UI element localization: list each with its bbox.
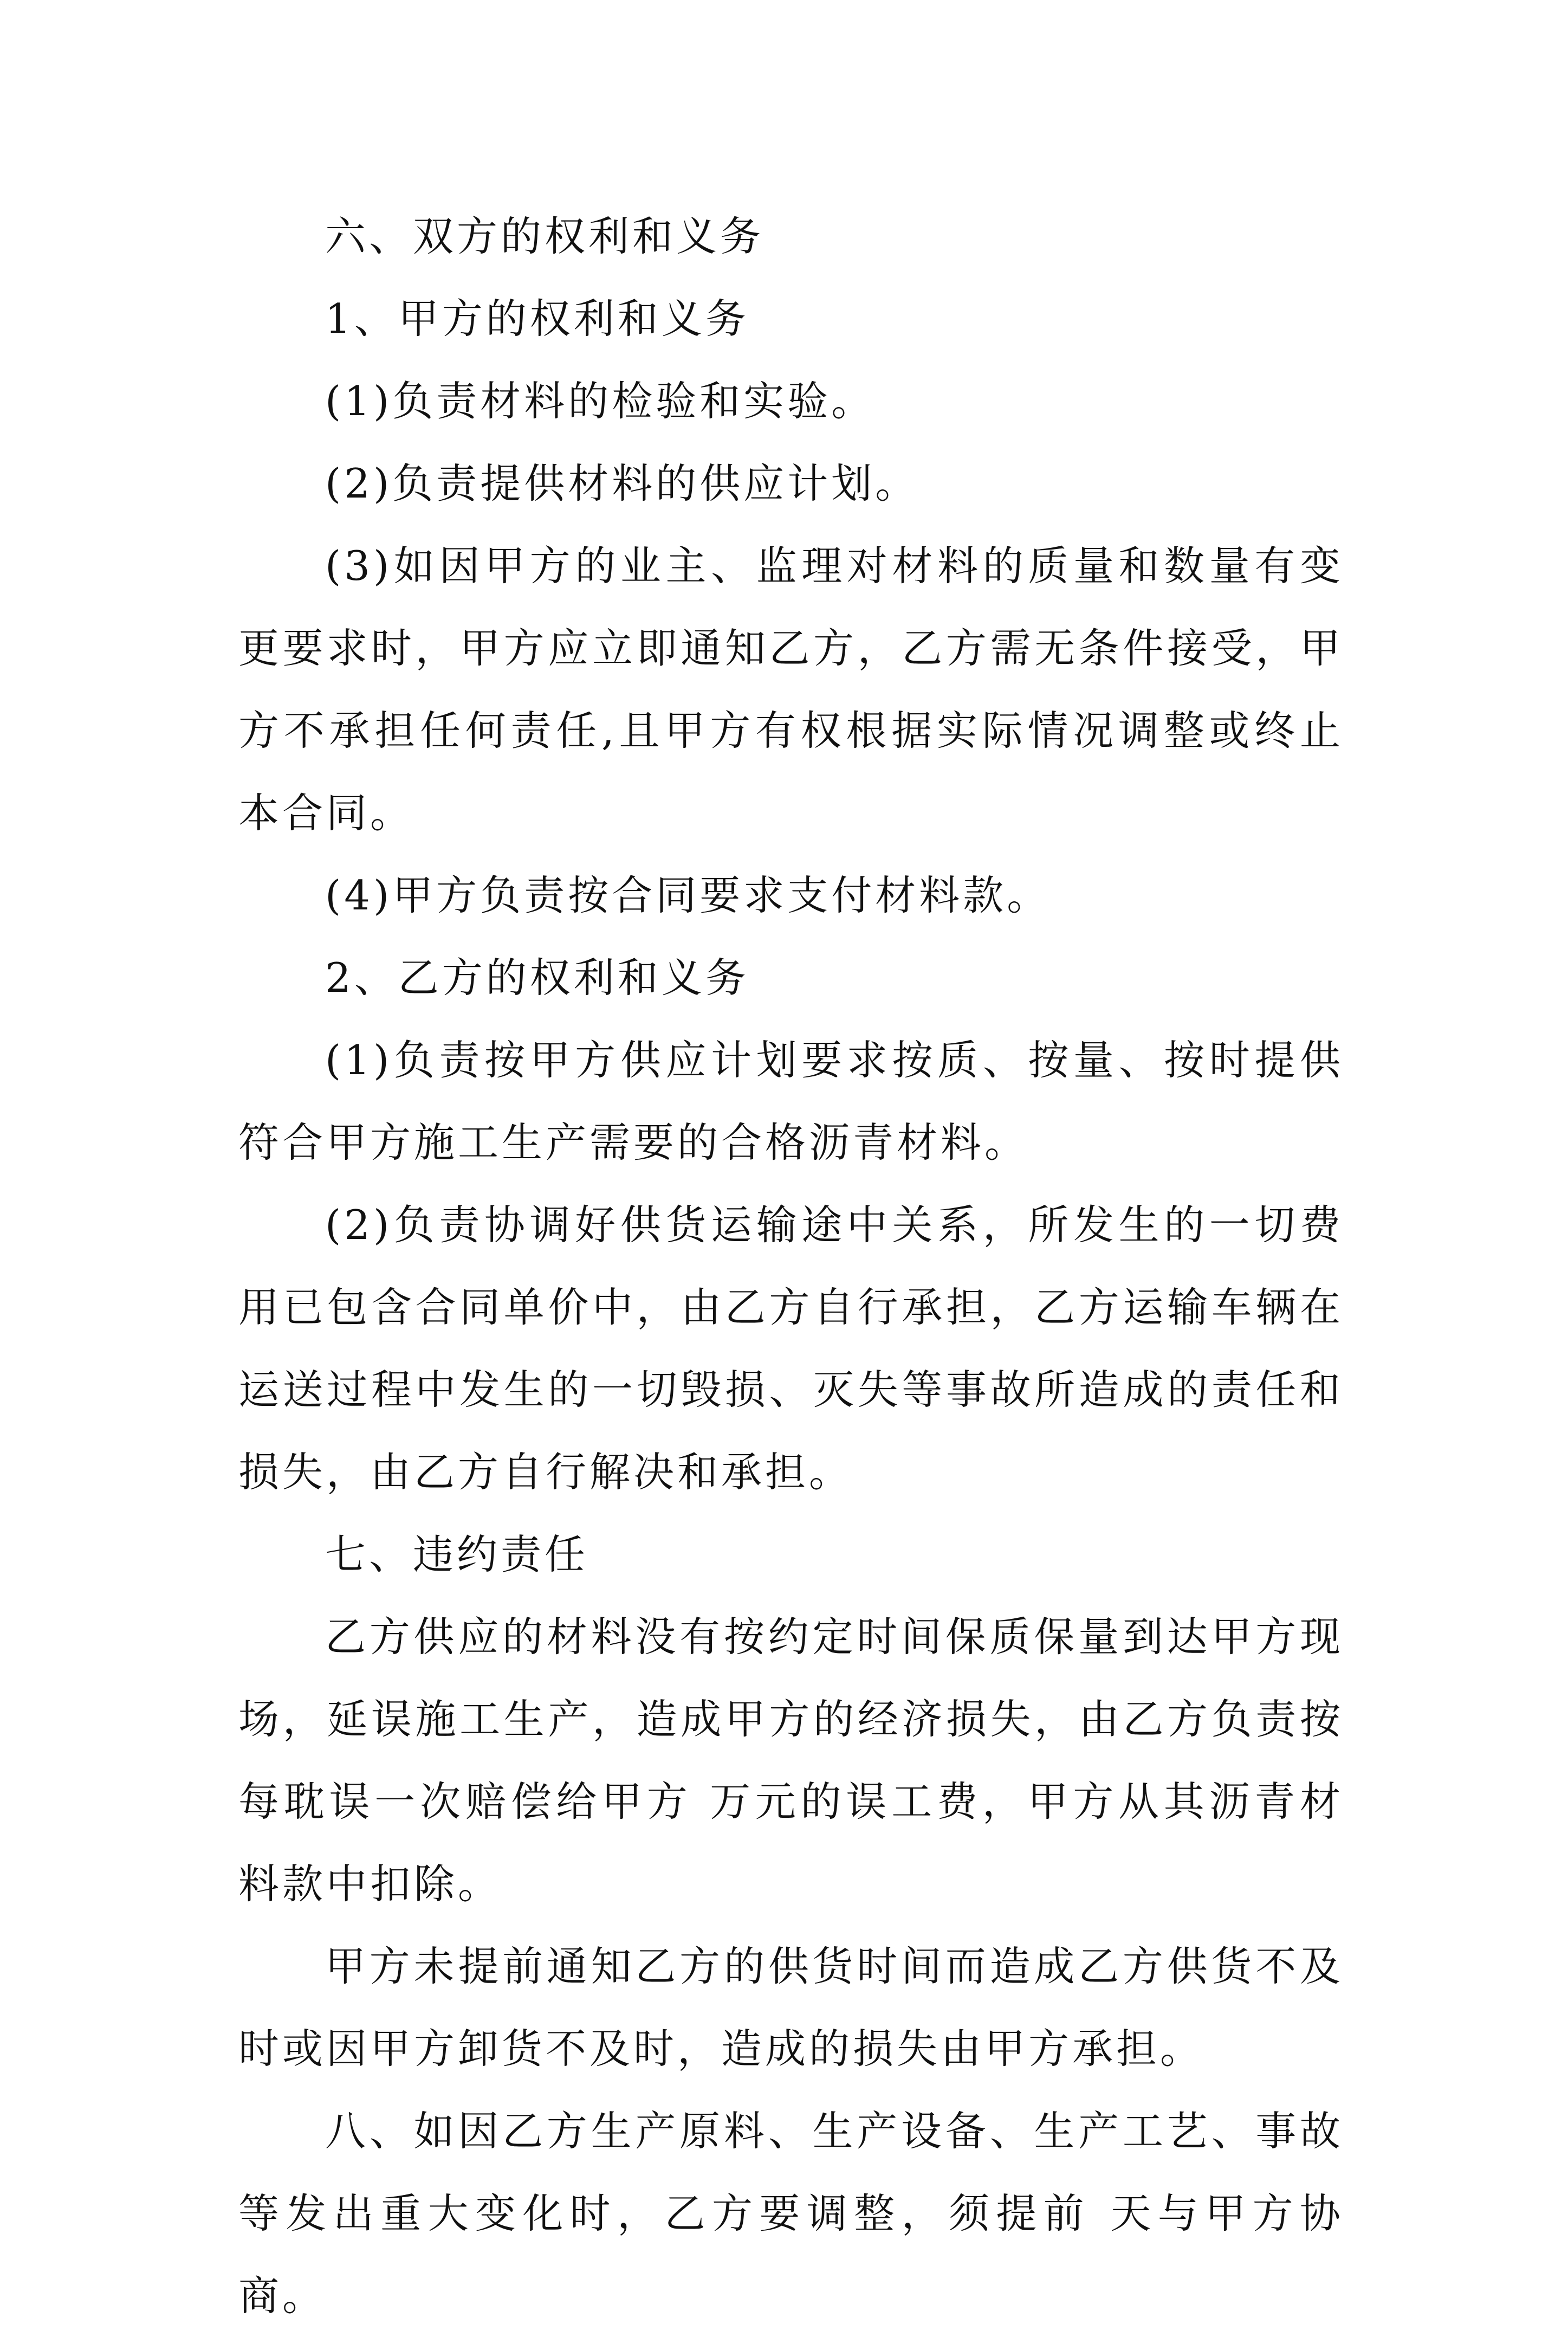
document-body <box>238 195 1344 2337</box>
subheading-party-a-rights: 1、甲方的权利和义务 <box>325 295 749 343</box>
section-heading-rights-obligations: 六、双方的权利和义务 <box>325 212 764 260</box>
clause-a-1: (1)负责材料的检验和实验。 <box>325 377 876 425</box>
clause-b-2: (2)负责协调好供货运输途中关系，所发生的一切费用已包含合同单价中，由乙方自行承担，乙方运输车辆在运送过程中发生的一切毁损、灭失等事故所造成的责任和损失，由乙方自行解决和承担。 <box>238 1201 1344 1496</box>
clause-a-2: (2)负责提供材料的供应计划。 <box>325 460 919 507</box>
clause-a-3: (3)如因甲方的业主、监理对材料的质量和数量有变更要求时，甲方应立即通知乙方，乙方需无条件接受，甲方不承担任何责任,且甲方有权根据实际情况调整或终止本合同。 <box>238 542 1344 837</box>
breach-paragraph-party-b: 乙方供应的材料没有按约定时间保质保量到达甲方现场，延误施工生产，造成甲方的经济损失，由乙方负责按每耽误一次赔偿给甲方 万元的误工费，甲方从其沥青材料款中扣除。 <box>238 1613 1344 1908</box>
section-heading-breach-liability: 七、违约责任 <box>325 1531 589 1578</box>
clause-b-1: (1)负责按甲方供应计划要求按质、按量、按时提供符合甲方施工生产需要的合格沥青材料。 <box>238 1036 1344 1166</box>
section-eight-paragraph: 八、如因乙方生产原料、生产设备、生产工艺、事故等发出重大变化时，乙方要调整，须提前 天与甲方协商。 <box>238 2107 1344 2320</box>
subheading-party-b-rights: 2、乙方的权利和义务 <box>325 954 749 1002</box>
breach-paragraph-party-a: 甲方未提前通知乙方的供货时间而造成乙方供货不及时或因甲方卸货不及时，造成的损失由甲方承担。 <box>238 1942 1344 2073</box>
clause-a-4: (4)甲方负责按合同要求支付材料款。 <box>325 871 1051 919</box>
